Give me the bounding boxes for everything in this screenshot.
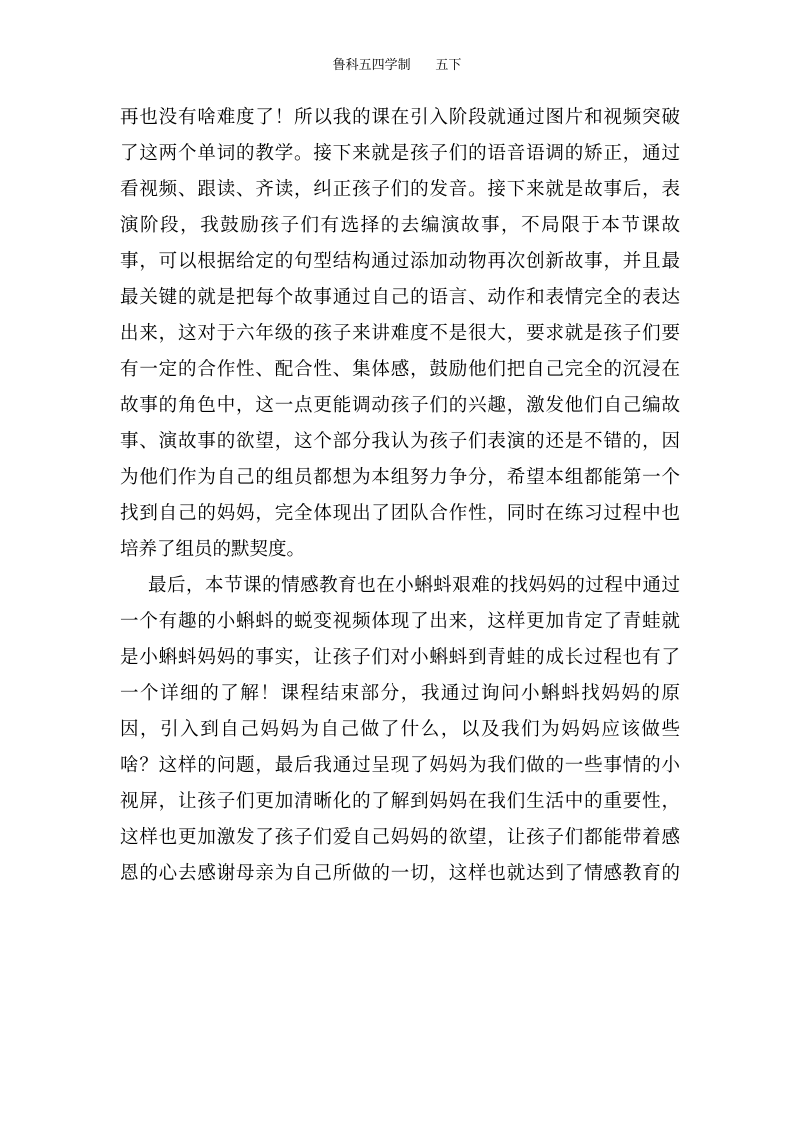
text-line: 因，引入到自己妈妈为自己做了什么，以及我们为妈妈应该做些 xyxy=(120,719,680,740)
text-line: 为他们作为自己的组员都想为本组努力争分，希望本组都能第一个 xyxy=(120,467,680,488)
text-line: 事，可以根据给定的句型结构通过添加动物再次创新故事，并且最 xyxy=(120,251,680,272)
text-line: 一个详细的了解！课程结束部分，我通过询问小蝌蚪找妈妈的原 xyxy=(120,683,680,704)
text-line: 这样也更加激发了孩子们爱自己妈妈的欲望，让孩子们都能带着感 xyxy=(120,827,680,848)
text-line: 故事的角色中，这一点更能调动孩子们的兴趣，激发他们自己编故 xyxy=(120,395,680,416)
page-header: 鲁科五四学制 五下 xyxy=(332,58,462,73)
text-line: 啥？这样的问题，最后我通过呈现了妈妈为我们做的一些事情的小 xyxy=(120,755,680,776)
text-line: 有一定的合作性、配合性、集体感，鼓励他们把自己完全的沉浸在 xyxy=(120,359,680,380)
text-line: 是小蝌蚪妈妈的事实，让孩子们对小蝌蚪到青蛙的成长过程也有了 xyxy=(120,647,680,668)
text-line: 最后，本节课的情感教育也在小蝌蚪艰难的找妈妈的过程中通过 xyxy=(148,575,680,596)
text-line: 事、演故事的欲望，这个部分我认为孩子们表演的还是不错的，因 xyxy=(120,431,680,452)
text-line: 找到自己的妈妈，完全体现出了团队合作性，同时在练习过程中也 xyxy=(120,503,680,524)
text-line: 看视频、跟读、齐读，纠正孩子们的发音。接下来就是故事后，表 xyxy=(120,179,680,200)
text-line: 培养了组员的默契度。 xyxy=(120,539,306,560)
text-line: 一个有趣的小蝌蚪的蜕变视频体现了出来，这样更加肯定了青蛙就 xyxy=(120,611,680,632)
text-line: 视屏，让孩子们更加清晰化的了解到妈妈在我们生活中的重要性， xyxy=(120,791,680,812)
text-line: 再也没有啥难度了！所以我的课在引入阶段就通过图片和视频突破 xyxy=(120,107,680,128)
text-line: 了这两个单词的教学。接下来就是孩子们的语音语调的矫正，通过 xyxy=(120,143,680,164)
text-line: 演阶段，我鼓励孩子们有选择的去编演故事，不局限于本节课故 xyxy=(120,215,680,236)
text-line: 最关键的就是把每个故事通过自己的语言、动作和表情完全的表达 xyxy=(120,287,680,308)
body-text xyxy=(120,100,680,892)
text-line: 恩的心去感谢母亲为自己所做的一切，这样也就达到了情感教育的 xyxy=(120,863,680,884)
text-line: 出来，这对于六年级的孩子来讲难度不是很大，要求就是孩子们要 xyxy=(120,323,680,344)
